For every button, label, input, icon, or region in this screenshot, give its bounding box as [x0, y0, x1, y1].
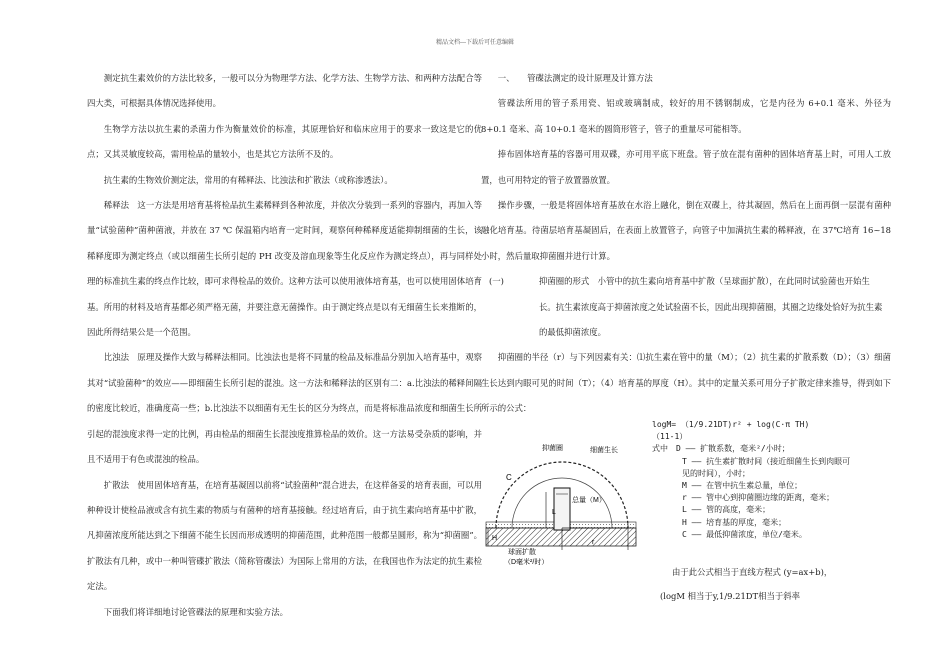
formula-note: (logM 相当于y,1/9.21DT相当于斜率 — [660, 591, 800, 601]
paragraph: 稀释法 这一方法是用培育基将检品抗生素稀释到各种浓度，并依次分装到一系列的容器内，再加入等量“试验菌种”菌种菌液，并放在 37 ℃ 保温箱内培育一定时间，观察何种稀释度适能抑制细菌的生长，该稀释度即为测定终点（或以细菌生长所引起的 PH 改变及溶血现象等生化反应作为测定终点），再与同样处理的标准抗生素的终点作比较，即可求得检品的效价。这种方法可以使用液体培育基，也可以使用固体培育基。所用的材料及培育基都必须严格无菌，并要注意无菌操作。由于测定终点是以有无细菌生长来推断的，因此所得结果公是一个范围。 — [87, 200, 482, 338]
formula-definition: M —— 在管中抗生素总量，单位； — [682, 481, 803, 491]
agar-layer — [486, 528, 636, 546]
paragraph: 测定抗生素效价的方法比较多，一般可以分为物理学方法、化学方法、生物学方法、和两种方法配合等四大类，可根据具体情况选择使用。 — [87, 73, 482, 109]
paragraph: 比浊法 原理及操作大致与稀释法相同。比浊法也是将不同量的检品及标准品分别加入培育基中，观察其对“试验菌种”的效应——即细菌生长所引起的混浊。这一方法和稀释法的区别有二：a.比浊法的稀释间隔的密度比较近，准确度高一些；b.比浊法不以细菌有无生长的区分为终点，而是将标准品浓度和细菌生长所引起的混浊度求得一定的比例，再由检品的细菌生长混浊度推算检品的效价。这一方法易受杂质的影响，并且不适用于有色或混浊的检品。 — [87, 352, 482, 465]
formula-definition: T —— 抗生素扩散时间（接近细菌生长到肉眼可见的时间），小时； — [682, 456, 851, 478]
label-growth: 细菌生长 — [590, 447, 618, 454]
left-column — [87, 66, 482, 625]
paragraph: 操作步骤，一般是将固体培育基放在水浴上融化，倒在双碟上，待其凝固，然后在上面再倒一层混有菌种融化培育基。待菌层培育基凝固后，在表面上放置管子，向管子中加满抗生素的稀释液，在 37℃培育 16~18 小时，然后量取抑菌圈并进行计算。 — [481, 200, 891, 261]
label-c: C — [506, 473, 512, 482]
formula-definition: L —— 管的高度，毫米； — [682, 505, 771, 515]
right-column — [481, 66, 891, 422]
list-item-text: 抑菌圈的形式 小管中的抗生素向培育基中扩散（呈球面扩散），在此同时试验菌也开始生长。抗生素浓度高于抑菌浓度之处试验菌不长，因此出现抑菌圈，其圈之边缘处恰好为抗生素的最低抑菌浓度。 — [539, 276, 883, 338]
formula-definition: 式中 D —— 扩散系数，毫米²/小时； — [652, 444, 790, 454]
formula-note: 由于此公式相当于直线方程式 (y=ax+b)， — [672, 567, 833, 577]
diffusion-diagram — [482, 430, 640, 568]
formula-line: logM= （1/9.21DT)r² + log(C·π TH) — [652, 420, 810, 429]
label-units: （D毫米²/时） — [504, 559, 549, 566]
formula-block — [652, 419, 852, 541]
paragraph: 捧布固体培育基的容器可用双碟，亦可用平底下班盘。管子放在混有菌种的固体培育基上时，可用人工放置，也可用特定的管子放置器放置。 — [481, 149, 891, 185]
formula-definition: r —— 管中心到抑菌圈边缘的距离，毫米； — [682, 493, 835, 503]
label-h: H — [492, 535, 498, 542]
paragraph: 抗生素的生物效价测定法，常用的有稀释法、比浊法和扩散法（或称渗透法）。 — [103, 174, 393, 185]
formula-definition: H —— 培育基的厚度，毫米； — [682, 517, 787, 527]
label-r: r — [592, 539, 595, 546]
paragraph: 管碟法所用的管子系用瓷、铝或玻璃制成，较好的用不锈钢制成，它是内径为 6+0.1 毫米、外径为 8+0.1 毫米、高 10+0.1 毫米的圆筒形管子，管子的重量尽可能相等。 — [481, 98, 891, 134]
paragraph: 下面我们将详细地讨论管碟法的原理和实验方法。 — [103, 606, 289, 617]
label-diffusion: 球面扩散 — [508, 549, 536, 556]
page-header: 精品文档---下载后可任意编辑 — [435, 39, 515, 46]
section-title: 一、 管碟法测定的设计原理及计算方法 — [497, 73, 653, 83]
label-zone: 抑菌圈 — [542, 445, 563, 452]
paragraph: 扩散法 使用固体培育基，在培育基凝固以前将“试验菌种”混合进去，在这样备妥的培育表面，可以用种种设计使检品液或含有抗生素的物质与有菌种的培育基接触。经过培育后，由于抗生素向培育基中扩散，凡抑菌浓度所能达到之下细菌不能生长因而形成透明的抑菌范围，此种范围一般都呈圆形，称为“抑菌圈”。扩散法有几种，或中一种叫管碟扩散法（简称管碟法）为国际上常用的方法，在我国也作为法定的抗生素检定法。 — [87, 479, 482, 592]
formula-definition: C —— 最低抑菌浓度，单位/毫米。 — [682, 529, 807, 539]
formula-number: （11-1） — [652, 432, 688, 442]
label-total: 总量（M） — [572, 497, 606, 504]
list-item — [481, 269, 891, 345]
list-item-label: (一) — [489, 276, 504, 287]
paragraph: 生物学方法以抗生素的杀菌力作为衡量效价的标准，其原理恰好和临床应用于的要求一致这是它的优点；又其灵敏度较高，需用检品的量较小，也是其它方法所不及的。 — [87, 123, 482, 160]
label-l: L — [552, 509, 556, 516]
paragraph: 抑菌圈的半径（r）与下列因素有关：⑴抗生素在管中的量（M）；（2）抗生素的扩散系数（D）；（3）细菌生长达到内眼可见的时间（T）；（4）培育基的厚度（H）。其中的定量关系可用分子扩散定律来推导，得到如下所示的公式： — [481, 352, 891, 414]
